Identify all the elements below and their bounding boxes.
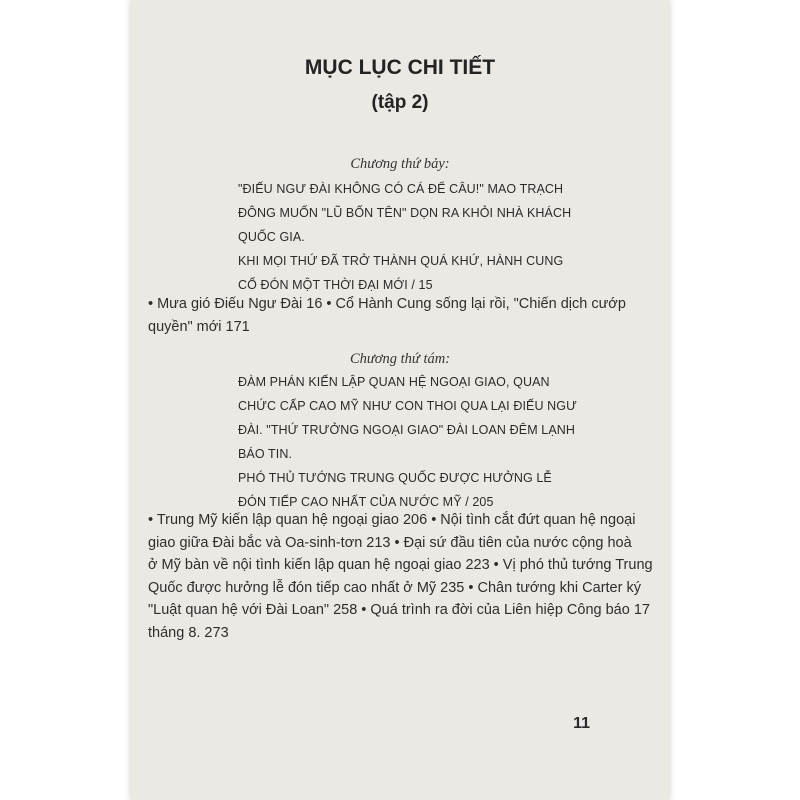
page-number: 11 bbox=[573, 715, 590, 732]
chapter-7-heading-line: CỔ ĐÓN MỘT THỜI ĐẠI MỚI / 15 bbox=[238, 278, 433, 292]
chapter-8-heading-line: ĐÓN TIẾP CAO NHẤT CỦA NƯỚC MỸ / 205 bbox=[238, 495, 494, 509]
chapter-8-heading bbox=[238, 370, 577, 514]
chapter-7-items bbox=[148, 293, 638, 338]
chapter-8-heading-line: BÁO TIN. bbox=[238, 447, 293, 461]
chapter-8-item-line: • Trung Mỹ kiến lập quan hệ ngoại giao 206 • Nội tình cắt đứt quan hệ ngoại bbox=[148, 512, 636, 528]
chapter-8-item-line: ở Mỹ bàn về nội tình kiến lập quan hệ ngoại giao 223 • Vị phó thủ tướng Trung bbox=[148, 557, 653, 573]
chapter-7-heading-line: QUỐC GIA. bbox=[238, 230, 305, 244]
chapter-8-label: Chương thứ tám: bbox=[349, 351, 451, 367]
chapter-8-heading-line: CHỨC CẤP CAO MỸ NHƯ CON THOI QUA LẠI ĐIẾU NGƯ bbox=[238, 399, 577, 413]
chapter-8-heading-line: ĐÀM PHÁN KIẾN LẬP QUAN HỆ NGOẠI GIAO, QUAN bbox=[238, 375, 550, 389]
chapter-7-label: Chương thứ bảy: bbox=[350, 156, 450, 172]
chapter-7-heading bbox=[238, 177, 572, 297]
chapter-8-item-line: "Luật quan hệ với Đài Loan" 258 • Quá trình ra đời của Liên hiệp Công báo 17 bbox=[148, 602, 650, 618]
chapter-8-item-line: Quốc được hưởng lễ đón tiếp cao nhất ở Mỹ 235 • Chân tướng khi Carter ký bbox=[148, 579, 641, 596]
chapter-7-heading-line: "ĐIẾU NGƯ ĐÀI KHÔNG CÓ CÁ ĐỂ CÂU!" MAO TRẠCH bbox=[238, 182, 564, 196]
chapter-7-item-line: quyền" mới 171 bbox=[148, 318, 250, 335]
chapter-8-item-line: tháng 8. 273 bbox=[148, 624, 229, 641]
page-title: MỤC LỤC CHI TIẾT bbox=[304, 56, 496, 79]
chapter-7-heading-line: ĐÔNG MUỐN "LŨ BỐN TÊN" DỌN RA KHỎI NHÀ KHÁCH bbox=[238, 206, 572, 220]
chapter-8-heading-line: PHÓ THỦ TƯỚNG TRUNG QUỐC ĐƯỢC HƯỞNG LỄ bbox=[238, 471, 552, 485]
page-subtitle: (tập 2) bbox=[371, 92, 429, 113]
chapter-8-items bbox=[148, 509, 653, 644]
chapter-8-item-line: giao giữa Đài bắc và Oa-sinh-tơn 213 • Đại sứ đầu tiên của nước cộng hoà bbox=[148, 534, 632, 551]
chapter-8-heading-line: ĐÀI. "THỨ TRƯỞNG NGOẠI GIAO" ĐÀI LOAN ĐÊM LẠNH bbox=[238, 423, 576, 437]
book-page bbox=[130, 0, 670, 800]
chapter-7-heading-line: KHI MỌI THỨ ĐÃ TRỞ THÀNH QUÁ KHỨ, HÀNH CUNG bbox=[238, 254, 564, 268]
chapter-7-item-line: • Mưa gió Điếu Ngư Đài 16 • Cổ Hành Cung sống lại rồi, "Chiến dịch cướp bbox=[148, 296, 626, 312]
